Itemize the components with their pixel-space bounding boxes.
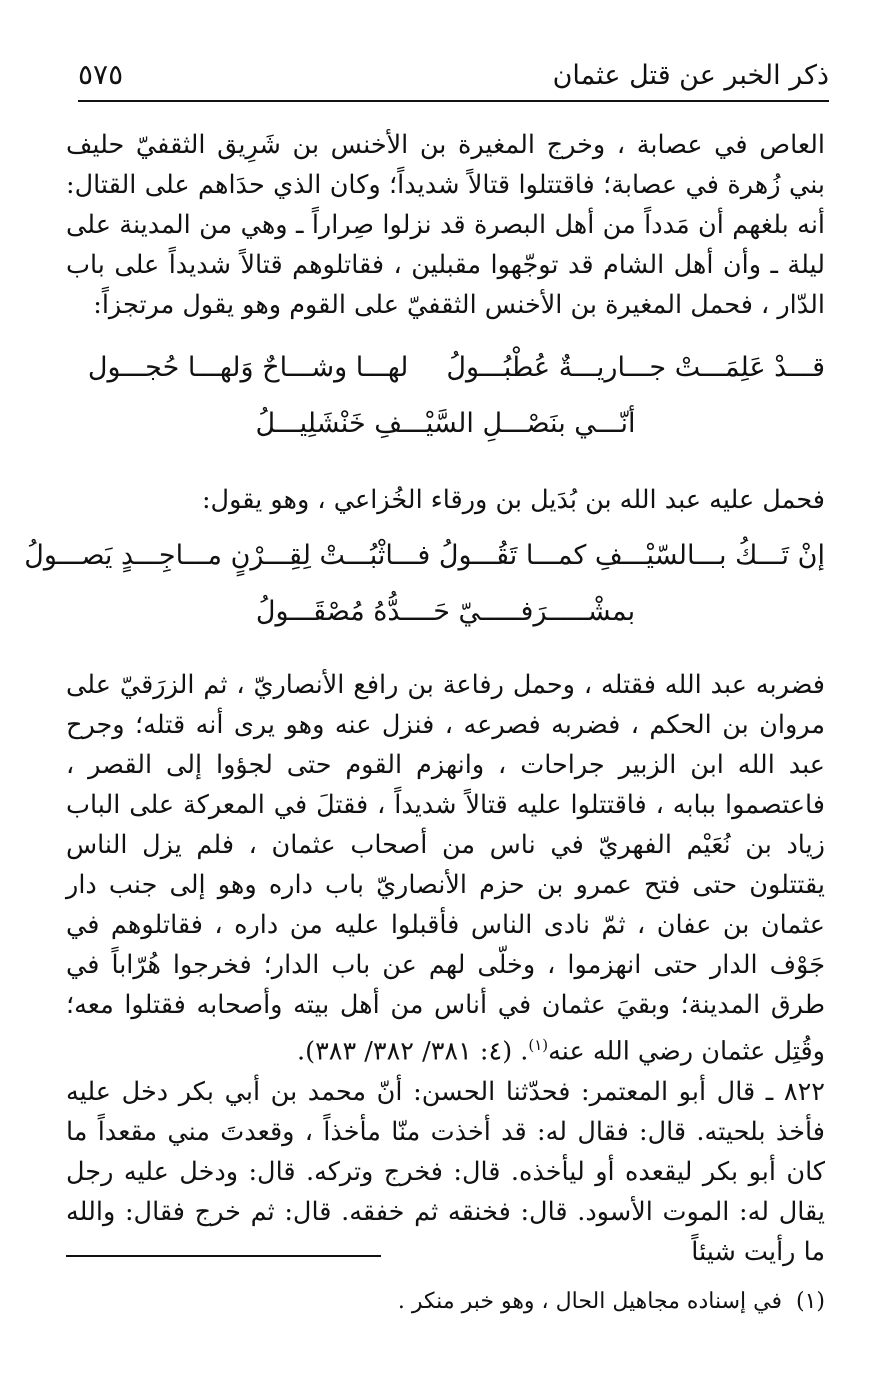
footnote bbox=[66, 1286, 825, 1318]
verse-1-third-hemistich: أنّـــي بنَصْـــلِ السَّيْـــفِ خَنْشَلِيـــلُ bbox=[255, 408, 636, 439]
verse-1-line-1 bbox=[66, 352, 825, 396]
source-reference: . (٤: ٣٨١/ ٣٨٢/ ٣٨٣). bbox=[297, 1036, 529, 1067]
page-header bbox=[78, 52, 829, 100]
paragraph-1: العاص في عصابة ، وخرج المغيرة بن الأخنس بن شَرِيق الثقفيّ حليف بني زُهرة في عصابة؛ فاقتتلوا قتالاً شديداً؛ وكان الذي حدَاهم على القتال: أنه بلغهم أن مَدداً من أهل البصرة قد نزلوا صِراراً ـ وهي من المدينة على ليلة ـ وأن أهل الشام قد توجّهوا مقبلين ، فقاتلوهم قتالاً شديداً على باب الدّار ، فحمل المغيرة بن الأخنس الثقفيّ على القوم وهو يقول مرتجزاً: bbox=[66, 130, 825, 320]
verse-2-line-1 bbox=[24, 540, 825, 584]
page-number: ٥٧٥ bbox=[78, 58, 124, 91]
footnote-marker: (١) bbox=[795, 1289, 825, 1314]
footnote-reference[interactable]: (١) bbox=[528, 1036, 549, 1054]
verse-2-third-hemistich: بمشْـــــرَفـــــيّ حَــــدُّهُ مُصْقَـــولُ bbox=[255, 596, 636, 627]
footnote-rule bbox=[66, 1255, 381, 1257]
verse-1-second-hemistich: لهـــا وشـــاحٌ وَلهـــا حُجـــول bbox=[87, 352, 409, 383]
running-title: ذكر الخبر عن قتل عثمان bbox=[552, 60, 829, 91]
paragraph-3: ٨٢٢ ـ قال أبو المعتمر: فحدّثنا الحسن: أنّ محمد بن أبي بكر دخل عليه فأخذ بلحيته. قال: فقال له: قد أخذت منّا مأخذاً ، وقعدتَ مني مقعداً ما كان أبو بكر ليقعده أو ليأخذه. قال: فخرج وتركه. قال: ودخل عليه رجل يقال له: الموت الأسود. قال: فخنقه ثم خفقه. قال: ثم خرج فقال: والله ما رأيت شيئاً bbox=[66, 1077, 825, 1267]
verse-1-first-hemistich: قـــدْ عَلِمَـــتْ جـــاريـــةٌ عُطْبُـــولُ bbox=[446, 352, 825, 383]
verse-2-intro: فحمل عليه عبد الله بن بُدَيل بن ورقاء الخُزاعي ، وهو يقول: bbox=[201, 485, 825, 515]
verse-2-line-2 bbox=[66, 596, 825, 640]
verse-1-line-2 bbox=[66, 408, 825, 452]
paragraph-2 bbox=[66, 665, 825, 1072]
verse-2-second-hemistich: فـــاثْبُـــتْ لِقِـــرْنٍ مـــاجِـــدٍ يَصـــولُ bbox=[24, 540, 431, 571]
header-rule bbox=[78, 100, 829, 102]
footnote-text: في إسناده مجاهيل الحال ، وهو خبر منكر . bbox=[397, 1289, 782, 1314]
verse-2-first-hemistich: إنْ تَـــكُ بـــالسّيْـــفِ كمـــا تَقُـــولُ bbox=[438, 540, 825, 571]
paragraph-2-text: فضربه عبد الله فقتله ، وحمل رفاعة بن رافع الأنصاريّ ، ثم الزرَقيّ على مروان بن الحكم ، فضربه فصرعه ، فنزل عنه وهو يرى أنه قتله؛ وجرح عبد الله ابن الزبير جراحات ، وانهزم القوم حتى لجؤوا إلى القصر ، فاعتصموا ببابه ، فاقتتلوا عليه قتالاً شديداً ، فقتلَ في المعركة على الباب زياد بن نُعَيْم الفهريّ في ناس من أصحاب عثمان ، فلم يزل الناس يقتتلون حتى فتح عمرو بن حزم الأنصاريّ باب داره وهو إلى جنب دار عثمان بن عفان ، ثمّ نادى الناس فأقبلوا عليه من داره ، فقاتلوهم في جَوْف الدار حتى انهزموا ، وخلّى لهم عن باب الدار؛ فخرجوا هُرّاباً في طرق المدينة؛ وبقيَ عثمان في أناس من أهل بيته وأصحابه فقتلوا معه؛ وقُتِل عثمان رضي الله عنه bbox=[66, 670, 825, 1067]
